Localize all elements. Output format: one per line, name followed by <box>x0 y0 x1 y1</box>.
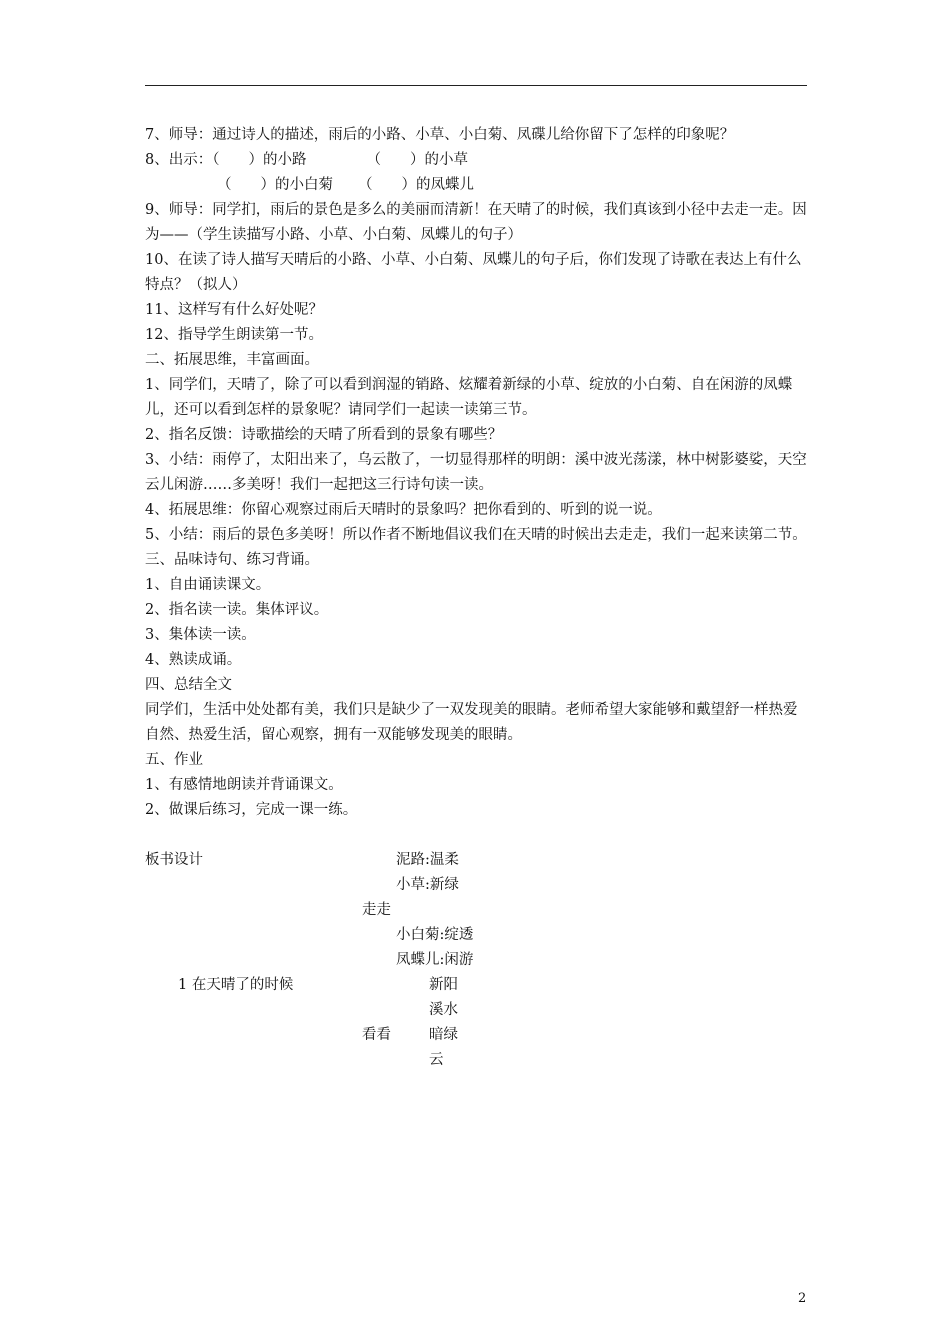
text-line-12: 12、指导学生朗读第一节。 <box>145 327 323 343</box>
blank-grass: （ ）的小草 <box>366 152 468 168</box>
board-item-sun: 新阳 <box>429 977 458 993</box>
blank-road: 8、出示：（ ）的小路 <box>145 152 307 168</box>
board-title: 1 在天晴了的时候 <box>178 977 294 993</box>
board-item-stream: 溪水 <box>429 1002 458 1018</box>
text-line-11: 11、这样写有什么好处呢？ <box>145 302 323 318</box>
text-line-7: 7、师导：通过诗人的描述，雨后的小路、小草、小白菊、凤碟儿给你留下了怎样的印象呢？ <box>145 127 735 143</box>
board-item-grass: 小草:新绿 <box>396 877 459 893</box>
text-line-3-4: 4、熟读成诵。 <box>145 652 242 668</box>
text-line-2-4: 4、拓展思维：你留心观察过雨后天晴时的景象吗？把你看到的、听到的说一说。 <box>145 502 662 518</box>
fill-blank-row-2 <box>145 173 807 198</box>
fill-blank-row-1 <box>145 148 807 173</box>
text-line-3-3: 3、集体读一读。 <box>145 627 256 643</box>
text-line-3-1: 1、自由诵读课文。 <box>145 577 271 593</box>
board-item-butterfly: 凤蝶儿:闲游 <box>396 952 474 968</box>
homework-line-1: 1、有感情地朗读并背诵课文。 <box>145 777 343 793</box>
section-heading-5: 五、作业 <box>145 752 203 768</box>
section-heading-3: 三、品味诗句、练习背诵。 <box>145 552 319 568</box>
board-walk: 走走 <box>362 902 391 918</box>
header-rule <box>145 85 807 86</box>
summary-paragraph: 同学们，生活中处处都有美，我们只是缺少了一双发现美的眼睛。老师希望大家能够和戴望舒一样热爱自然、热爱生活，留心观察，拥有一双能够发现美的眼睛。 <box>145 702 798 743</box>
text-line-2-5: 5、小结：雨后的景色多美呀！所以作者不断地倡议我们在天晴的时候出去走走，我们一起来读第二节。 <box>145 527 807 543</box>
section-heading-2: 二、拓展思维，丰富画面。 <box>145 352 319 368</box>
board-item-cloud: 云 <box>429 1052 444 1068</box>
board-label: 板书设计 <box>145 852 203 868</box>
text-line-2-2: 2、指名反馈：诗歌描绘的天晴了所看到的景象有哪些？ <box>145 427 503 443</box>
lesson-text <box>145 123 807 823</box>
page-number: 2 <box>798 1291 807 1306</box>
text-line-3-2: 2、指名读一读。集体评议。 <box>145 602 329 618</box>
board-item-mud-road: 泥路:温柔 <box>396 852 459 868</box>
blank-butterfly: （ ）的凤蝶儿 <box>358 177 474 193</box>
text-line-9: 9、师导：同学扪，雨后的景色是多么的美丽而清新！在天晴了的时候，我们真该到小径中去走一走。因为——（学生读描写小路、小草、小白菊、凤蝶儿的句子） <box>145 202 807 243</box>
text-line-10: 10、在读了诗人描写天晴后的小路、小草、小白菊、凤蝶儿的句子后，你们发现了诗歌在表达上有什么特点？（拟人） <box>145 252 802 293</box>
board-item-daisy: 小白菊:绽透 <box>396 927 474 943</box>
blank-daisy: （ ）的小白菊 <box>217 177 333 193</box>
text-line-2-3: 3、小结：雨停了，太阳出来了，乌云散了，一切显得那样的明朗：溪中波光荡漾，林中树影婆娑，天空云儿闲游……多美呀！我们一起把这三行诗句读一读。 <box>145 452 807 493</box>
board-item-green: 暗绿 <box>429 1027 458 1043</box>
homework-line-2: 2、做课后练习，完成一课一练。 <box>145 802 358 818</box>
board-look: 看看 <box>362 1027 391 1043</box>
section-heading-4: 四、总结全文 <box>145 677 232 693</box>
text-line-2-1: 1、同学们，天晴了，除了可以看到润湿的销路、炫耀着新绿的小草、绽放的小白菊、自在闲游的凤蝶儿，还可以看到怎样的景象呢？请同学们一起读一读第三节。 <box>145 377 793 418</box>
